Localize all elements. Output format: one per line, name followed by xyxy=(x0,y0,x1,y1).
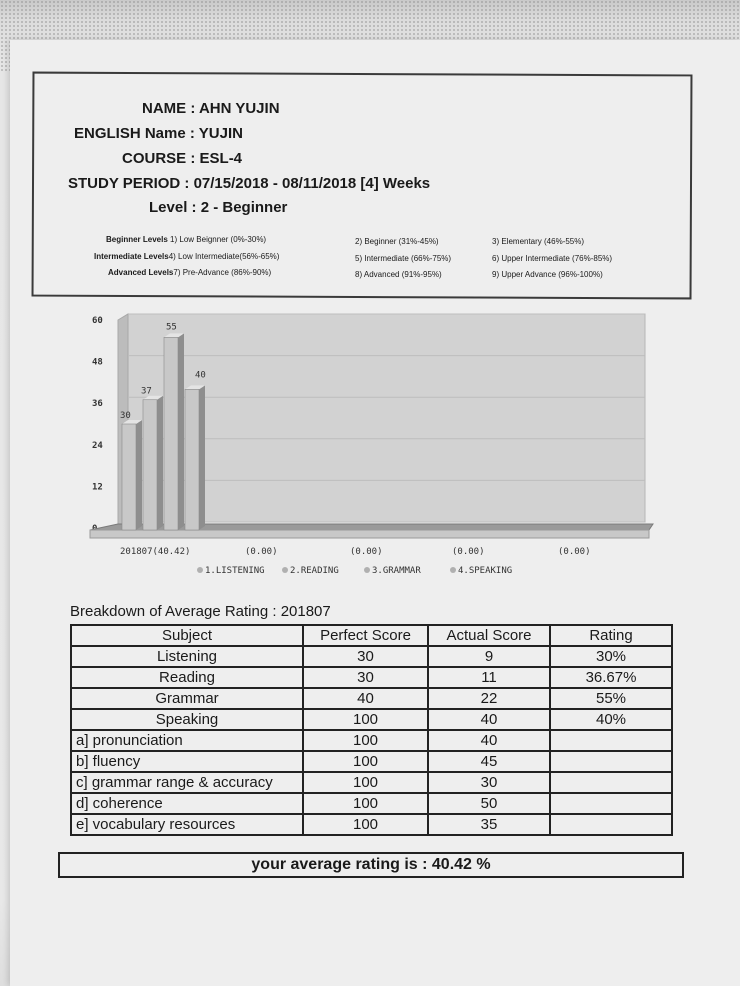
study-period-row xyxy=(68,175,430,192)
legend-label: 2.READING xyxy=(290,566,339,576)
data-label: 55 xyxy=(166,322,177,333)
x-category-label: (0.00) xyxy=(452,547,485,557)
x-category-label: (0.00) xyxy=(245,547,278,557)
table-cell: Reading xyxy=(71,667,303,688)
table-header-cell: Subject xyxy=(71,625,303,646)
level-value: 2 - Beginner xyxy=(200,199,288,216)
score-chart xyxy=(80,306,695,586)
table-cell: 30 xyxy=(303,667,428,688)
study-period-label: STUDY PERIOD : xyxy=(68,175,190,192)
table-cell: 40 xyxy=(428,730,550,751)
bar-2-side xyxy=(157,396,163,530)
score-chart-svg xyxy=(80,306,695,586)
bar-3-side xyxy=(178,333,184,530)
data-label: 30 xyxy=(120,411,131,421)
average-rating: your average rating is : 40.42 % xyxy=(58,852,684,878)
table-cell: c] grammar range & accuracy xyxy=(71,772,303,793)
table-cell: 100 xyxy=(303,772,428,793)
table-header-cell: Rating xyxy=(550,625,672,646)
table-cell: 40 xyxy=(428,709,550,730)
table-cell: 50 xyxy=(428,793,550,814)
table-header-row xyxy=(71,625,672,646)
table-cell: Grammar xyxy=(71,688,303,709)
table-cell: 100 xyxy=(303,751,428,772)
table-cell: 30% xyxy=(550,646,672,667)
chart-floor-front xyxy=(90,530,649,538)
table-cell xyxy=(550,814,672,835)
table-cell: a] pronunciation xyxy=(71,730,303,751)
table-row xyxy=(71,709,672,730)
legend-swatch xyxy=(197,567,203,573)
table-cell: d] coherence xyxy=(71,793,303,814)
level-row xyxy=(149,199,287,216)
table-cell: 100 xyxy=(303,814,428,835)
data-label: 40 xyxy=(195,370,206,381)
table-row xyxy=(71,814,672,835)
level-8: 8) Advanced (91%-95%) xyxy=(355,270,442,279)
legend-label: 1.LISTENING xyxy=(205,566,265,576)
table-cell xyxy=(550,751,672,772)
table-cell: Speaking xyxy=(71,709,303,730)
y-tick-label: 36 xyxy=(92,399,103,410)
level-5: 5) Intermediate (66%-75%) xyxy=(355,254,452,263)
level-3: 3) Elementary (46%-55%) xyxy=(492,237,585,246)
level-4: 4) Low Intermediate(56%-65%) xyxy=(168,252,280,261)
bar-1-side xyxy=(136,420,142,530)
level-9: 9) Upper Advance (96%-100%) xyxy=(492,270,603,279)
table-cell: 100 xyxy=(303,793,428,814)
y-tick-label: 24 xyxy=(92,440,103,451)
table-cell: Listening xyxy=(71,646,303,667)
bar-listening xyxy=(122,424,136,530)
legend-label: 4.SPEAKING xyxy=(458,566,513,576)
x-category-label: (0.00) xyxy=(350,547,383,557)
level-2: 2) Beginner (31%-45%) xyxy=(355,237,439,246)
table-header-cell: Actual Score xyxy=(428,625,550,646)
legend-label: 3.GRAMMAR xyxy=(372,566,421,576)
table-cell: 100 xyxy=(303,709,428,730)
advanced-levels-label: Advanced Levels xyxy=(108,268,174,277)
intermediate-levels-row xyxy=(94,252,279,261)
english-name-value: YUJIN xyxy=(198,125,243,142)
name-value: AHN YUJIN xyxy=(198,100,280,117)
table-cell: 35 xyxy=(428,814,550,835)
bar-grammar xyxy=(164,337,178,530)
bar-4-side xyxy=(199,385,205,530)
table-row xyxy=(71,688,672,709)
table-row xyxy=(71,730,672,751)
beginner-levels-label: Beginner Levels xyxy=(106,235,168,244)
level-6: 6) Upper Intermediate (76%-85%) xyxy=(492,254,613,263)
table-row xyxy=(71,646,672,667)
table-cell: 45 xyxy=(428,751,550,772)
advanced-levels-row xyxy=(108,268,271,277)
y-tick-label: 60 xyxy=(92,316,103,326)
table-cell xyxy=(550,730,672,751)
table-cell: 36.67% xyxy=(550,667,672,688)
bar-speaking xyxy=(185,389,199,530)
level-7: 7) Pre-Advance (86%-90%) xyxy=(173,268,272,277)
table-row xyxy=(71,751,672,772)
table-cell: 11 xyxy=(428,667,550,688)
course-label: COURSE : xyxy=(122,150,196,167)
table-cell: 30 xyxy=(428,772,550,793)
intermediate-levels-label: Intermediate Levels xyxy=(94,252,169,261)
table-cell: b] fluency xyxy=(71,751,303,772)
legend-swatch xyxy=(364,567,370,573)
beginner-levels-row xyxy=(106,235,266,244)
table-cell: e] vocabulary resources xyxy=(71,814,303,835)
x-category-label: 201807(40.42) xyxy=(120,547,191,557)
course-row xyxy=(122,150,242,167)
x-category-label: (0.00) xyxy=(558,547,591,557)
table-cell: 22 xyxy=(428,688,550,709)
table-cell xyxy=(550,772,672,793)
table-cell: 100 xyxy=(303,730,428,751)
table-row xyxy=(71,667,672,688)
table-cell xyxy=(550,793,672,814)
course-value: ESL-4 xyxy=(199,150,243,167)
study-period-value: 07/15/2018 - 08/11/2018 [4] Weeks xyxy=(193,175,431,192)
level-1: 1) Low Beignner (0%-30%) xyxy=(170,235,267,244)
table-cell: 55% xyxy=(550,688,672,709)
table-row xyxy=(71,772,672,793)
name-row xyxy=(142,100,280,117)
bar-reading xyxy=(143,400,157,530)
legend-swatch xyxy=(282,567,288,573)
table-cell: 40% xyxy=(550,709,672,730)
y-tick-label: 12 xyxy=(92,482,103,493)
table-cell: 9 xyxy=(428,646,550,667)
legend-swatch xyxy=(450,567,456,573)
breakdown-table xyxy=(70,624,673,836)
english-name-row xyxy=(74,125,243,142)
table-cell: 40 xyxy=(303,688,428,709)
chart-back-wall xyxy=(128,314,645,522)
table-cell: 30 xyxy=(303,646,428,667)
english-name-label: ENGLISH Name : xyxy=(74,125,195,142)
table-header-cell: Perfect Score xyxy=(303,625,428,646)
y-tick-label: 48 xyxy=(92,357,103,368)
table-row xyxy=(71,793,672,814)
breakdown-title: Breakdown of Average Rating : 201807 xyxy=(70,603,331,620)
data-label: 37 xyxy=(141,386,152,397)
level-label: Level : xyxy=(149,199,197,216)
name-label: NAME : xyxy=(142,100,196,117)
